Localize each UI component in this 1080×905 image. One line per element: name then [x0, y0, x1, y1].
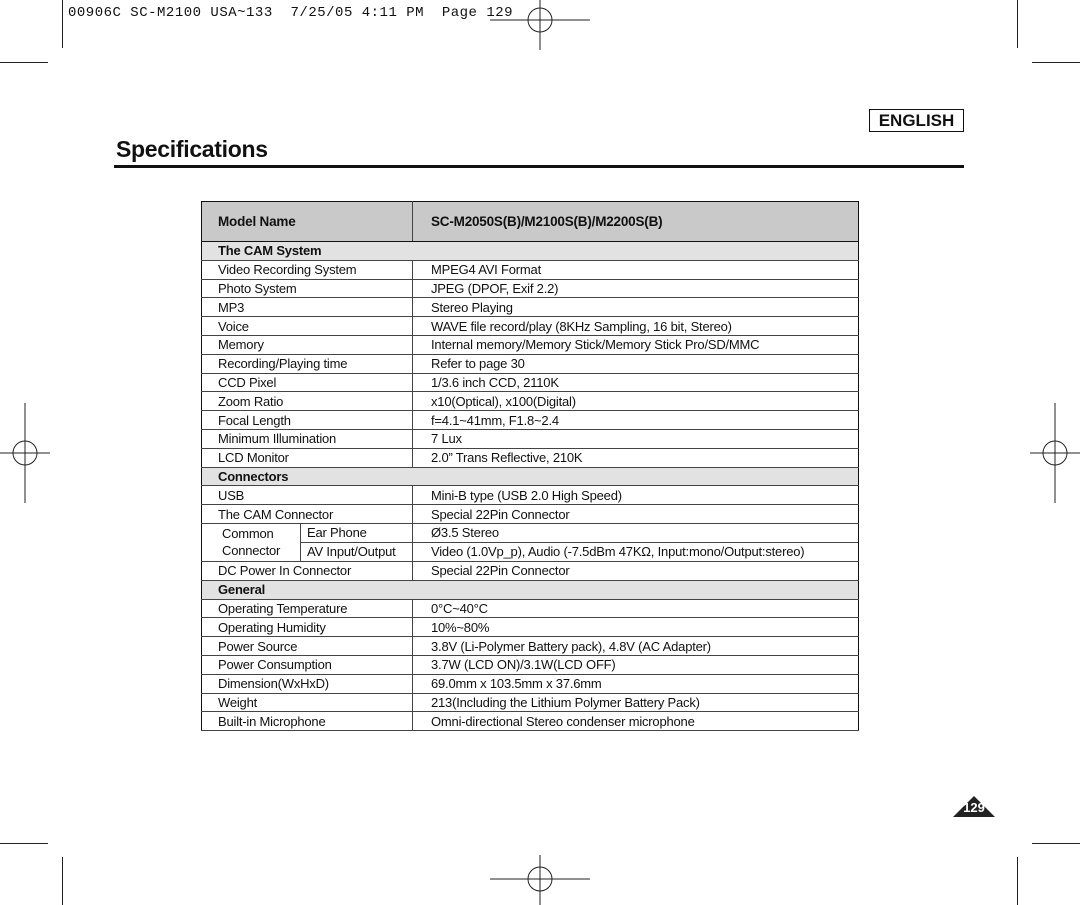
spec-value: Video (1.0Vp_p), Audio (-7.5dBm 47KΩ, Input:mono/Output:stereo): [431, 543, 805, 559]
spec-label: Voice: [202, 317, 413, 336]
table-row: [202, 392, 859, 411]
crop-mark: [62, 0, 63, 48]
crop-mark: [1032, 843, 1080, 844]
common-connector-cell: [202, 523, 413, 561]
spec-sublabel: Ear Phone: [301, 524, 413, 543]
spec-value: 69.0mm x 103.5mm x 37.6mm: [413, 674, 859, 693]
common-connector-subtable: [202, 524, 412, 561]
header-value: SC-M2050S(B)/M2100S(B)/M2200S(B): [413, 202, 859, 242]
table-row: [202, 486, 859, 505]
table-row: [202, 429, 859, 448]
table-row: [202, 674, 859, 693]
spec-value: WAVE file record/play (8KHz Sampling, 16 bit, Stereo): [413, 317, 859, 336]
spec-label: Weight: [202, 693, 413, 712]
crop-mark: [0, 62, 48, 63]
table-row: [202, 373, 859, 392]
spec-label: Built-in Microphone: [202, 712, 413, 731]
spec-value: 3.7W (LCD ON)/3.1W(LCD OFF): [413, 655, 859, 674]
spec-label: Power Consumption: [202, 655, 413, 674]
spec-value: Special 22Pin Connector: [413, 505, 859, 524]
common-connector-label-line1: Common: [222, 526, 274, 542]
specifications-table: [201, 201, 859, 731]
crop-mark: [62, 857, 63, 905]
section-title: General: [202, 580, 859, 599]
table-row: [202, 712, 859, 731]
spec-label: CCD Pixel: [202, 373, 413, 392]
registration-mark-icon: [490, 855, 590, 905]
crop-mark: [1032, 62, 1080, 63]
page-number: 129: [963, 800, 985, 815]
section-row: [202, 242, 859, 261]
table-row: [202, 561, 859, 580]
spec-label: Video Recording System: [202, 260, 413, 279]
registration-mark-icon: [0, 403, 50, 503]
spec-value: Ø3.5 Stereo: [413, 524, 858, 543]
spec-value: JPEG (DPOF, Exif 2.2): [413, 279, 859, 298]
language-badge: ENGLISH: [869, 109, 964, 132]
common-connector-label: [202, 524, 301, 561]
spec-value: Internal memory/Memory Stick/Memory Stick Pro/SD/MMC: [413, 335, 859, 354]
common-connector-label-line2: Connector: [222, 543, 281, 559]
common-connector-values: [413, 523, 859, 561]
section-row: [202, 580, 859, 599]
table-row: [202, 693, 859, 712]
crop-mark: [0, 843, 48, 844]
spec-sublabel: AV Input/Output: [301, 542, 413, 561]
table-row: [202, 448, 859, 467]
table-row: [202, 637, 859, 656]
spec-label: Operating Temperature: [202, 599, 413, 618]
table-row: [202, 298, 859, 317]
registration-mark-icon: [490, 0, 590, 50]
table-header-row: [202, 202, 859, 242]
spec-value: f=4.1~41mm, F1.8~2.4: [413, 411, 859, 430]
spec-label: DC Power In Connector: [202, 561, 413, 580]
table-row: [202, 599, 859, 618]
spec-label: MP3: [202, 298, 413, 317]
spec-value: 10%~80%: [413, 618, 859, 637]
spec-label: Operating Humidity: [202, 618, 413, 637]
spec-value: Mini-B type (USB 2.0 High Speed): [413, 486, 859, 505]
table-row: [202, 354, 859, 373]
spec-label: Recording/Playing time: [202, 354, 413, 373]
spec-label: Memory: [202, 335, 413, 354]
header-label: Model Name: [202, 202, 413, 242]
spec-value: MPEG4 AVI Format: [413, 260, 859, 279]
table-row: [202, 317, 859, 336]
spec-value: 7 Lux: [413, 429, 859, 448]
table-row: [202, 411, 859, 430]
spec-label: The CAM Connector: [202, 505, 413, 524]
spec-value: Refer to page 30: [413, 354, 859, 373]
spec-label: USB: [202, 486, 413, 505]
spec-label: Minimum Illumination: [202, 429, 413, 448]
spec-value: 1/3.6 inch CCD, 2110K: [413, 373, 859, 392]
section-title: Connectors: [202, 467, 859, 486]
section-row: [202, 467, 859, 486]
title-rule: [114, 165, 964, 168]
spec-value: Special 22Pin Connector: [413, 561, 859, 580]
spec-value: 213(Including the Lithium Polymer Battery Pack): [413, 693, 859, 712]
spec-value: Stereo Playing: [413, 298, 859, 317]
spec-value: 0°C~40°C: [413, 599, 859, 618]
table-row: [202, 618, 859, 637]
spec-label: LCD Monitor: [202, 448, 413, 467]
spec-label: Power Source: [202, 637, 413, 656]
spec-value: 2.0” Trans Reflective, 210K: [413, 448, 859, 467]
spec-label: Focal Length: [202, 411, 413, 430]
page-title: Specifications: [116, 136, 268, 162]
crop-mark: [1017, 0, 1018, 48]
crop-mark: [1017, 857, 1018, 905]
spec-value: 3.8V (Li-Polymer Battery pack), 4.8V (AC Adapter): [413, 637, 859, 656]
spec-label: Zoom Ratio: [202, 392, 413, 411]
table-row: [202, 335, 859, 354]
spec-label: Photo System: [202, 279, 413, 298]
table-row: [202, 523, 859, 561]
spec-value: x10(Optical), x100(Digital): [413, 392, 859, 411]
spec-value: Omni-directional Stereo condenser microphone: [413, 712, 859, 731]
table-row: [202, 505, 859, 524]
printer-slug: 00906C SC-M2100 USA~133 7/25/05 4:11 PM Page 129: [68, 5, 514, 21]
table-row: [202, 655, 859, 674]
table-row: [202, 279, 859, 298]
section-title: The CAM System: [202, 242, 859, 261]
registration-mark-icon: [1030, 403, 1080, 503]
table-row: [202, 260, 859, 279]
spec-label: Dimension(WxHxD): [202, 674, 413, 693]
